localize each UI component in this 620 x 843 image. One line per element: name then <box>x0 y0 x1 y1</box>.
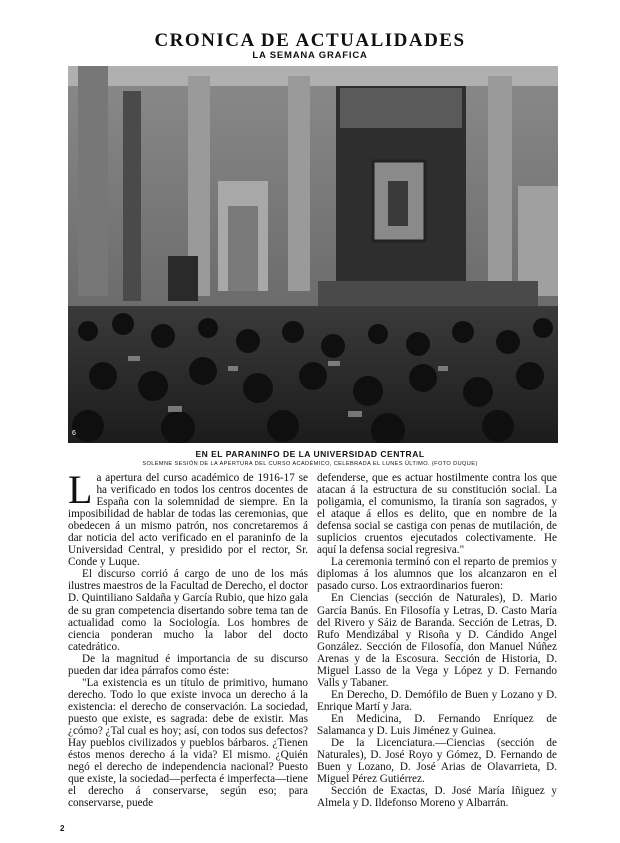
photo-caption: EN EL PARANINFO DE LA UNIVERSIDAD CENTRAL <box>195 449 425 459</box>
photo-illustration <box>68 66 558 443</box>
article-paragraph: Sección de Exactas, D. José María Iñiguez y Almela y D. Ildefonso Moreno y Albarrán. <box>317 785 557 810</box>
photo-number: 6 <box>72 430 76 437</box>
article-paragraph: De la magnitud é importancia de su discurso pueden dar idea párrafos como éste: <box>68 652 308 677</box>
assembly-hall-photo <box>68 66 558 443</box>
page-number: 2 <box>60 824 65 833</box>
article-paragraph: En Derecho, D. Demófilo de Buen y Lozano y D. Enrique Martí y Jara. <box>317 688 557 713</box>
article-column-2 <box>317 472 557 809</box>
article-paragraph: La ceremonia terminó con el reparto de premios y diplomas á los alumnos que los alcanzaron en el pasado curso. Los extraordinarios fueron: <box>317 556 557 593</box>
photo-credit-line: SOLEMNE SESIÓN DE LA APERTURA DEL CURSO ACADÉMICO, CELEBRADA EL LUNES ÚLTIMO. (FOTO DUQUE) <box>142 461 478 467</box>
article-paragraph: De la Licenciatura.—Ciencias (sección de Naturales), D. José Royo y Gómez, D. Fernando de Buen y Lozano, D. José Arias de Olavarrieta, D. Miguel Pérez Gutiérrez. <box>317 737 557 786</box>
article-paragraph: En Medicina, D. Fernando Enríquez de Salamanca y D. Luis Jiménez y Guinea. <box>317 712 557 737</box>
drop-cap: L <box>68 467 93 512</box>
article-column-1 <box>68 467 308 810</box>
article-paragraph: defenderse, que es actuar hostilmente contra los que atacan á la estructura de su constitución social. La poligamia, el comunismo, la tiranía son sagrados, y el ataque á ellos es delito, que en nombre de la defensa social se castiga con penas de mutilación, de suplicios cruentos ejecutados colectivamente. He aquí la defensa social regresiva." <box>317 472 557 557</box>
article-paragraph: "La existencia es un título de primitivo, humano derecho. Todo lo que existe invoca un derecho á la existencia: el derecho de conservación. La sociedad, puesto que existe, es sagrada: debe de existir. Mas ¿cómo? ¿Tal cual es hoy; así, con todos sus defectos? Hay pueblos civilizados y pueblos bárbaros. ¿Tienen éstos menos derecho á la vida? El mismo. ¿Quién negó el derecho de independencia nacional? Puesto que existe, la sociedad—perfecta é imperfecta—tiene el derecho á conservarse, según eso; para conservarse, puede <box>68 676 308 810</box>
page-subtitle: LA SEMANA GRAFICA <box>252 50 368 61</box>
article-paragraph: El discurso corrió á cargo de uno de los más ilustres maestros de la Facultad de Derecho, el doctor D. Quintiliano Saldaña y García Rubio, que hizo gala de su gran competencia disertando sobre tema tan de actualidad como la Sociología. Los hombres de ciencia ponderan mucho la labor del docto catedrático. <box>68 568 308 653</box>
page-title: CRONICA DE ACTUALIDADES <box>154 30 466 51</box>
article-paragraph: En Ciencias (sección de Naturales), D. Mario García Banús. En Filosofía y Letras, D. Casto María del Rivero y Sáiz de Baranda. Sección de Letras, D. Rufo Mendizábal y Risoña y D. Cándido Angel González. Sección de Filosofía, don Manuel Núñez Arenas y de la Escosura. Sección de Historia, D. Miguel Lasso de la Vega y López y D. Fernando Valls y Tabaner. <box>317 592 557 689</box>
article-paragraph: La apertura del curso académico de 1916-17 se ha verificado en todos los centros docentes de España con la solemnidad de siempre. En la imposibilidad de hablar de todas las ceremonias, que obedecen á un mismo patrón, nos concretaremos á dar noticia del acto verificado en el paraninfo de la Universidad Central, y presidido por el rector, Sr. Conde y Luque. <box>68 467 308 569</box>
